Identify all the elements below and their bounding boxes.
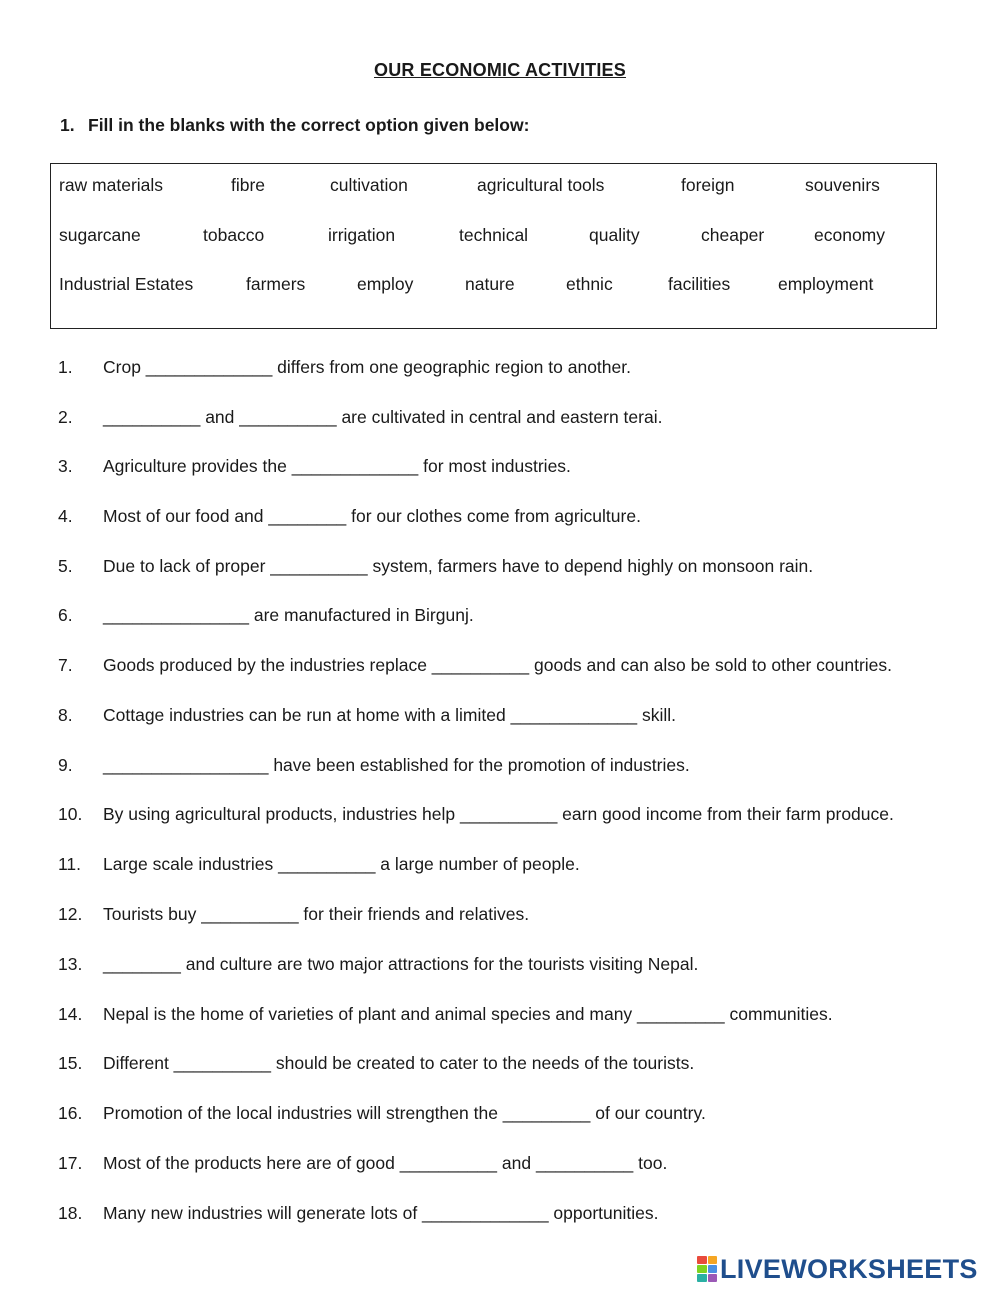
instruction-number: 1. <box>60 115 75 135</box>
word-bank-item: nature <box>465 274 515 294</box>
page-title: OUR ECONOMIC ACTIVITIES <box>374 60 626 80</box>
question-text: Many new industries will generate lots of _____________ opportunities. <box>103 1203 659 1223</box>
word-bank-item: Industrial Estates <box>59 274 194 294</box>
word-bank-item: employment <box>778 274 874 294</box>
question-number: 6. <box>58 605 73 625</box>
word-bank-item: sugarcane <box>59 225 141 245</box>
question-text: Most of the products here are of good __________ and __________ too. <box>103 1153 668 1173</box>
word-bank-item: souvenirs <box>805 175 880 195</box>
word-bank-item: employ <box>357 274 414 294</box>
question-number: 12. <box>58 904 83 924</box>
question-text: _______________ are manufactured in Birgunj. <box>103 605 474 625</box>
liveworksheets-logo-icon <box>697 1256 717 1282</box>
question-number: 5. <box>58 556 73 576</box>
liveworksheets-logo[interactable] <box>697 1254 978 1284</box>
question-number: 8. <box>58 705 73 725</box>
instruction-text: Fill in the blanks with the correct option given below: <box>88 115 530 135</box>
word-bank <box>50 163 937 329</box>
question-number: 16. <box>58 1103 83 1123</box>
question-text: _________________ have been established for the promotion of industries. <box>103 755 690 775</box>
question-number: 11. <box>58 854 82 874</box>
word-bank-item: farmers <box>246 274 306 294</box>
question-number: 4. <box>58 506 73 526</box>
word-bank-item: ethnic <box>566 274 613 294</box>
word-bank-item: tobacco <box>203 225 265 245</box>
question-number: 1. <box>58 357 73 377</box>
question-text: Crop _____________ differs from one geographic region to another. <box>103 357 631 377</box>
word-bank-item: quality <box>589 225 640 245</box>
question-number: 7. <box>58 655 73 675</box>
word-bank-item: raw materials <box>59 175 164 195</box>
word-bank-item: economy <box>814 225 886 245</box>
word-bank-item: foreign <box>681 175 735 195</box>
question-number: 14. <box>58 1004 83 1024</box>
question-number: 10. <box>58 804 83 824</box>
word-bank-item: irrigation <box>328 225 396 245</box>
word-bank-item: cultivation <box>330 175 408 195</box>
logo-text: LIVEWORKSHEETS <box>720 1253 978 1284</box>
question-number: 9. <box>58 755 73 775</box>
question-text: Agriculture provides the _____________ for most industries. <box>103 456 571 476</box>
question-text: Most of our food and ________ for our clothes come from agriculture. <box>103 506 641 526</box>
question-number: 13. <box>58 954 83 974</box>
instruction <box>60 115 529 136</box>
question-text: Nepal is the home of varieties of plant and animal species and many _________ communities. <box>103 1004 833 1024</box>
question-text: Tourists buy __________ for their friends and relatives. <box>103 904 530 924</box>
question-text: By using agricultural products, industries help __________ earn good income from their farm produce. <box>103 804 894 824</box>
word-bank-item: fibre <box>231 175 266 195</box>
word-bank-item: facilities <box>668 274 731 294</box>
question-number: 17. <box>58 1153 83 1173</box>
question-text: Different __________ should be created to cater to the needs of the tourists. <box>103 1053 695 1073</box>
question-text: Large scale industries __________ a large number of people. <box>103 854 580 874</box>
question-number: 3. <box>58 456 73 476</box>
word-bank-item: cheaper <box>701 225 765 245</box>
question-text: Cottage industries can be run at home with a limited _____________ skill. <box>103 705 676 725</box>
question-number: 18. <box>58 1203 83 1223</box>
question-text: ________ and culture are two major attractions for the tourists visiting Nepal. <box>103 954 699 974</box>
word-bank-item: agricultural tools <box>477 175 605 195</box>
question-text: __________ and __________ are cultivated in central and eastern terai. <box>103 407 663 427</box>
question-text: Promotion of the local industries will strengthen the _________ of our country. <box>103 1103 706 1123</box>
question-number: 2. <box>58 407 73 427</box>
question-number: 15. <box>58 1053 83 1073</box>
question-text: Due to lack of proper __________ system, farmers have to depend highly on monsoon rain. <box>103 556 814 576</box>
word-bank-item: technical <box>459 225 529 245</box>
question-text: Goods produced by the industries replace __________ goods and can also be sold to other countries. <box>103 655 893 675</box>
